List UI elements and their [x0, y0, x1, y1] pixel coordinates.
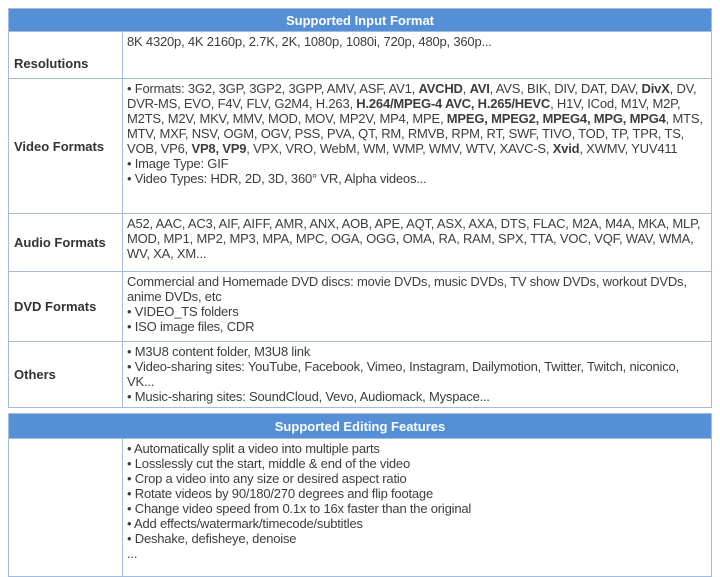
row-label-editing-features — [9, 439, 123, 577]
row-editing-features — [9, 439, 712, 577]
content-line: ... — [127, 546, 138, 561]
content-line: • Video Types: HDR, 2D, 3D, 360° VR, Alpha videos... — [127, 171, 427, 186]
row-video-formats — [9, 79, 712, 214]
row-content-video-formats — [123, 79, 712, 214]
content-line: • Rotate videos by 90/180/270 degrees and flip footage — [127, 486, 433, 501]
row-content-dvd-formats — [123, 272, 712, 342]
input-format-table — [8, 8, 712, 408]
input-format-header: Supported Input Format — [9, 9, 712, 32]
content-line: • VIDEO_TS folders — [127, 304, 239, 319]
row-resolutions — [9, 32, 712, 79]
row-content-audio-formats — [123, 214, 712, 272]
content-line: • Formats: 3G2, 3GP, 3GP2, 3GPP, AMV, ASF, AV1, AVCHD, AVI, AVS, BIK, DIV, DAT, DAV, DivX, DV, DVR-MS, EVO, F4V, FLV, G2M4, H.263, H.264/MPEG-4 AVC, H.265/HEVC, H1V, ICod, M1V, M2P, M2TS, M2V, MKV, MMV, MOD, MOV, MP2V, MP4, MPE, MPEG, MPEG2, MPEG4, MPG, MPG4, MTS, MTV, MXF, NSV, OGM, OGV, PSS, PVA, QT, RM, RMVB, RPM, RT, SWF, TIVO, TOD, TP, TPR, TS, VOB, VP6, VP8, VP9, VPX, VRO, WebM, WM, WMP, WMV, WTV, XAVC-S, Xvid, XWMV, YUV411 — [127, 81, 703, 156]
editing-features-header-row — [9, 414, 712, 439]
row-label-video-formats: Video Formats — [9, 79, 123, 214]
input-format-header-row — [9, 9, 712, 32]
content-line: • Deshake, defisheye, denoise — [127, 531, 297, 546]
editing-features-table — [8, 413, 712, 577]
content-line: • Losslessly cut the start, middle & end of the video — [127, 456, 410, 471]
content-line: A52, AAC, AC3, AIF, AIFF, AMR, ANX, AOB, APE, AQT, ASX, AXA, DTS, FLAC, M2A, M4A, MKA, MLP, MOD, MP1, MP2, MP3, MPA, MPC, OGA, OGG, OMA, RA, RAM, SPX, TTA, VOC, VQF, WAV, WMA, WV, XA, XM... — [127, 216, 701, 261]
content-line: • Image Type: GIF — [127, 156, 229, 171]
row-others — [9, 342, 712, 408]
content-line: • Music-sharing sites: SoundCloud, Vevo, Audiomack, Myspace... — [127, 389, 490, 404]
content-line: • Crop a video into any size or desired aspect ratio — [127, 471, 407, 486]
content-line: • Change video speed from 0.1x to 16x faster than the original — [127, 501, 472, 516]
content-line: • ISO image files, CDR — [127, 319, 255, 334]
editing-features-header: Supported Editing Features — [9, 414, 712, 439]
content-line: • Add effects/watermark/timecode/subtitles — [127, 516, 363, 531]
row-dvd-formats — [9, 272, 712, 342]
row-audio-formats — [9, 214, 712, 272]
content-line: 8K 4320p, 4K 2160p, 2.7K, 2K, 1080p, 1080i, 720p, 480p, 360p... — [127, 34, 492, 49]
row-content-editing-features — [123, 439, 712, 577]
content-line: • M3U8 content folder, M3U8 link — [127, 344, 311, 359]
row-content-others — [123, 342, 712, 408]
row-label-others: Others — [9, 342, 123, 408]
content-line: Commercial and Homemade DVD discs: movie DVDs, music DVDs, TV show DVDs, workout DVDs, anime DVDs, etc — [127, 274, 687, 304]
row-label-resolutions: Resolutions — [9, 32, 123, 79]
content-line: • Video-sharing sites: YouTube, Facebook, Vimeo, Instagram, Dailymotion, Twitter, Twitch, niconico, VK... — [127, 359, 679, 389]
content-line: • Automatically split a video into multiple parts — [127, 441, 380, 456]
row-content-resolutions — [123, 32, 712, 79]
row-label-audio-formats: Audio Formats — [9, 214, 123, 272]
row-label-dvd-formats: DVD Formats — [9, 272, 123, 342]
